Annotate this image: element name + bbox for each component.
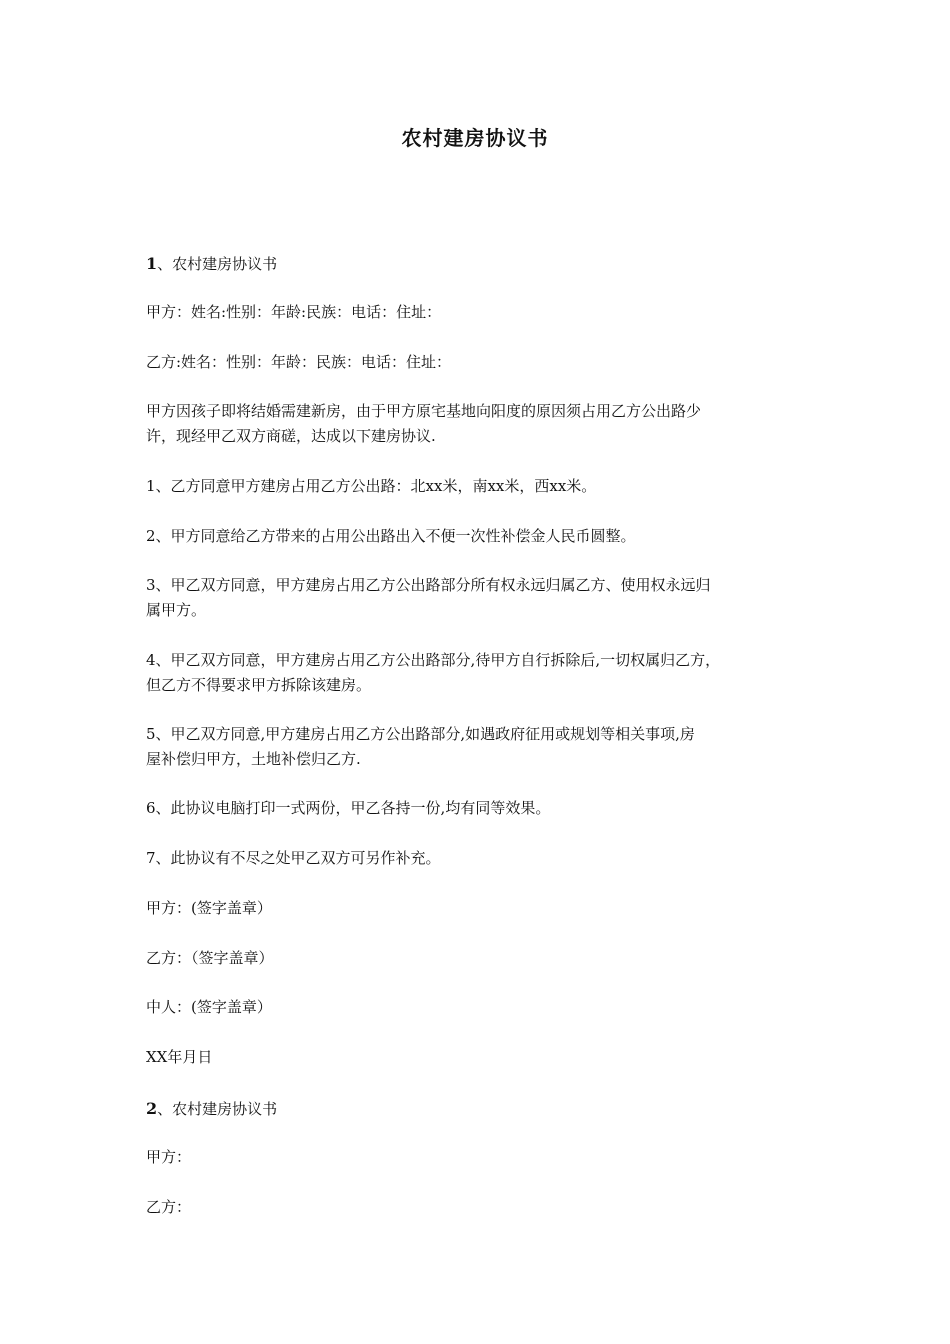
section-heading-text: 、农村建房协议书 bbox=[157, 1100, 278, 1118]
clause-4 bbox=[146, 648, 814, 698]
party-b-info: 乙方:姓名：性别：年龄：民族：电话：住址： bbox=[146, 353, 452, 371]
signature-middleman: 中人：(签字盖章） bbox=[146, 998, 272, 1016]
clause-7: 7、此协议有不尽之处甲乙双方可另作补充。 bbox=[146, 849, 441, 867]
intro-paragraph bbox=[146, 399, 814, 449]
intro-line: 甲方因孩子即将结婚需建新房，由于甲方原宅基地向阳度的原因须占用乙方公出路少 bbox=[146, 402, 702, 420]
clause-line: 4、甲乙双方同意，甲方建房占用乙方公出路部分,待甲方自行拆除后,一切权属归乙方， bbox=[146, 651, 721, 669]
clause-line: 屋补偿归甲方，土地补偿归乙方. bbox=[146, 750, 361, 768]
clause-line: 5、甲乙双方同意,甲方建房占用乙方公出路部分,如遇政府征用或规划等相关事项,房 bbox=[146, 725, 695, 743]
party-b-label: 乙方： bbox=[146, 1198, 192, 1216]
clause-6: 6、此协议电脑打印一式两份，甲乙各持一份,均有同等效果。 bbox=[146, 799, 551, 817]
clause-line: 但乙方不得要求甲方拆除该建房。 bbox=[146, 676, 372, 694]
section-heading-2 bbox=[146, 1096, 814, 1122]
clause-2: 2、甲方同意给乙方带来的占用公出路出入不便一次性补偿金人民币圆整。 bbox=[146, 527, 636, 545]
page-title: 农村建房协议书 bbox=[401, 126, 549, 150]
signature-party-b: 乙方：（签字盖章） bbox=[146, 949, 274, 967]
section-heading-text: 、农村建房协议书 bbox=[157, 255, 278, 273]
section-heading-1 bbox=[146, 251, 814, 277]
clause-1: 1、乙方同意甲方建房占用乙方公出路：北xx米，南xx米，西xx米。 bbox=[146, 477, 597, 495]
signature-party-a: 甲方：(签字盖章） bbox=[146, 899, 272, 917]
intro-line: 许，现经甲乙双方商磋，达成以下建房协议. bbox=[146, 427, 436, 445]
clause-3 bbox=[146, 573, 814, 623]
clause-5 bbox=[146, 722, 814, 772]
section-number: 1 bbox=[146, 254, 158, 273]
party-a-label: 甲方： bbox=[146, 1148, 192, 1166]
clause-line: 属甲方。 bbox=[146, 601, 207, 619]
party-a-info: 甲方：姓名:性别：年龄:民族：电话：住址： bbox=[146, 303, 442, 321]
section-number: 2 bbox=[146, 1099, 158, 1118]
date-line: XX年月日 bbox=[146, 1048, 213, 1066]
clause-line: 3、甲乙双方同意，甲方建房占用乙方公出路部分所有权永远归属乙方、使用权永远归 bbox=[146, 576, 711, 594]
